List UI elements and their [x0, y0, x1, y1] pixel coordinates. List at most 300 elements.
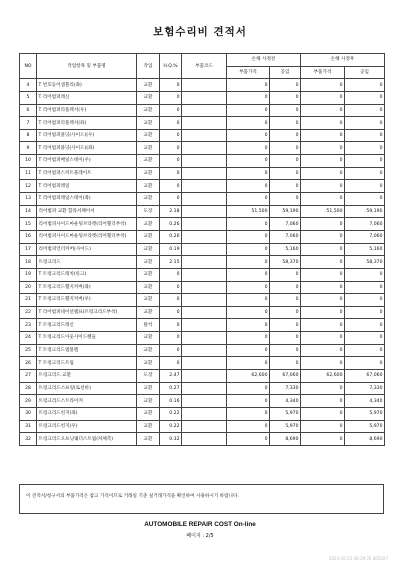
row-hq: 0.26	[160, 230, 182, 243]
table-row	[20, 155, 385, 168]
row-before-labor: 7,060	[270, 218, 301, 231]
row-before-labor: 0	[270, 268, 301, 281]
row-code	[182, 218, 227, 231]
row-after-part: 0	[301, 193, 345, 206]
table-row	[20, 395, 385, 408]
row-after-part: 0	[301, 256, 345, 269]
row-after-labor: 0	[345, 294, 385, 307]
row-before-part: 0	[227, 395, 270, 408]
row-work: 도장	[137, 205, 160, 218]
table-row	[20, 180, 385, 193]
row-work: 교환	[137, 79, 160, 92]
row-before-part: 0	[227, 407, 270, 420]
row-code	[182, 180, 227, 193]
row-before-part: 0	[227, 306, 270, 319]
row-work: 교환	[137, 155, 160, 168]
row-after-part: 0	[301, 344, 345, 357]
row-work: 교환	[137, 332, 160, 345]
row-no: 30	[20, 407, 37, 420]
row-before-labor: 5,160	[270, 243, 301, 256]
row-code	[182, 104, 227, 117]
row-before-part: 0	[227, 79, 270, 92]
row-code	[182, 129, 227, 142]
row-item: 트렁크리드힌지(우)	[37, 420, 137, 433]
table-row	[20, 129, 385, 142]
row-code	[182, 243, 227, 256]
row-code	[182, 91, 227, 104]
table-row	[20, 243, 385, 256]
row-no: 27	[20, 370, 37, 383]
estimate-table	[19, 53, 385, 446]
row-item: T 트렁크리드래치(록크)	[37, 268, 137, 281]
row-after-part: 0	[301, 294, 345, 307]
row-before-labor: 67,060	[270, 370, 301, 383]
row-work: 교환	[137, 281, 160, 294]
row-after-part: 0	[301, 117, 345, 130]
row-hq: 2.47	[160, 370, 182, 383]
row-work: 교환	[137, 230, 160, 243]
row-before-labor: 59,190	[270, 205, 301, 218]
page-indicator: 페이지 : 2/5	[186, 533, 214, 539]
table-row	[20, 382, 385, 395]
row-code	[182, 167, 227, 180]
row-after-part: 0	[301, 433, 345, 446]
table-row	[20, 142, 385, 155]
row-before-labor: 0	[270, 294, 301, 307]
row-item: 리어범퍼언더커버(사이드)	[37, 243, 137, 256]
row-after-labor: 0	[345, 281, 385, 294]
row-work: 교환	[137, 256, 160, 269]
row-no: 31	[20, 420, 37, 433]
row-code	[182, 344, 227, 357]
table-row	[20, 370, 385, 383]
row-before-labor: 58,370	[270, 256, 301, 269]
header-row-1	[20, 54, 385, 67]
row-before-labor: 0	[270, 117, 301, 130]
table-row	[20, 167, 385, 180]
price-notice: 이 견적서/청구서의 부품가격은 참고 가격이므로 거래일 기준 실거래가격을 확인하여 사용하시기 바랍니다.	[19, 484, 384, 514]
row-no: 22	[20, 306, 37, 319]
row-item: T 번호등어셈블리(좌)	[37, 79, 137, 92]
row-work: 교환	[137, 142, 160, 155]
table-row	[20, 230, 385, 243]
row-hq: 0	[160, 117, 182, 130]
row-work: 도장	[137, 370, 160, 383]
col-after-labor: 공임	[345, 66, 385, 79]
row-code	[182, 433, 227, 446]
row-before-labor: 0	[270, 319, 301, 332]
row-before-part: 0	[227, 91, 270, 104]
row-after-labor: 7,060	[345, 218, 385, 231]
table-row	[20, 268, 385, 281]
col-before: 손해 사정전	[227, 54, 301, 67]
row-no: 23	[20, 319, 37, 332]
row-work: 교환	[137, 117, 160, 130]
row-before-part: 62,600	[227, 370, 270, 383]
row-code	[182, 205, 227, 218]
row-item: T 리어범퍼레신	[37, 91, 137, 104]
row-before-labor: 0	[270, 167, 301, 180]
col-after: 손해 사정후	[301, 54, 385, 67]
row-no: 24	[20, 332, 37, 345]
row-hq: 0.22	[160, 407, 182, 420]
row-no: 26	[20, 357, 37, 370]
row-code	[182, 357, 227, 370]
row-item: T 리어범퍼스커트플레이트	[37, 167, 137, 180]
row-no: 17	[20, 243, 37, 256]
row-after-part: 0	[301, 382, 345, 395]
row-no: 4	[20, 79, 37, 92]
row-hq: 0	[160, 344, 182, 357]
table-row	[20, 294, 385, 307]
row-work: 교환	[137, 433, 160, 446]
row-after-labor: 0	[345, 268, 385, 281]
row-after-part: 0	[301, 230, 345, 243]
row-code	[182, 193, 227, 206]
table-row	[20, 281, 385, 294]
row-after-labor: 0	[345, 91, 385, 104]
row-no: 32	[20, 433, 37, 446]
row-before-part: 0	[227, 104, 270, 117]
row-item: T 리어범퍼몰딩(사이드)(우)	[37, 129, 137, 142]
row-before-part: 0	[227, 319, 270, 332]
row-before-part: 0	[227, 243, 270, 256]
row-before-labor: 7,330	[270, 382, 301, 395]
row-after-labor: 0	[345, 155, 385, 168]
row-after-part: 0	[301, 357, 345, 370]
row-after-labor: 58,370	[345, 256, 385, 269]
row-hq: 0	[160, 306, 182, 319]
row-hq: 2.18	[160, 205, 182, 218]
row-after-labor: 7,330	[345, 382, 385, 395]
row-item: T 리어범퍼레일스테이(좌)	[37, 193, 137, 206]
row-after-part: 0	[301, 319, 345, 332]
row-item: T 트렁크리드트림	[37, 357, 137, 370]
row-no: 13	[20, 193, 37, 206]
row-after-labor: 0	[345, 180, 385, 193]
row-no: 10	[20, 155, 37, 168]
table-row	[20, 357, 385, 370]
row-item: 리어범퍼사이드마운팅브라켓(리어휀더부착)	[37, 230, 137, 243]
row-no: 12	[20, 180, 37, 193]
row-after-labor: 0	[345, 104, 385, 117]
row-before-labor: 0	[270, 91, 301, 104]
row-no: 6	[20, 104, 37, 117]
row-hq: 0	[160, 79, 182, 92]
row-before-labor: 4,340	[270, 395, 301, 408]
row-work: 교환	[137, 382, 160, 395]
row-after-part: 0	[301, 167, 345, 180]
row-hq: 0	[160, 91, 182, 104]
row-after-labor: 0	[345, 344, 385, 357]
row-work: 교환	[137, 180, 160, 193]
col-hq: H.Q.%	[160, 54, 182, 79]
row-item: 트렁크리드 교환	[37, 370, 137, 383]
row-item: T 트렁크리드휀지커버(좌)	[37, 281, 137, 294]
row-after-part: 0	[301, 129, 345, 142]
col-item: 작업항목 및 부품명	[37, 54, 137, 79]
row-work: 탈착	[137, 319, 160, 332]
row-no: 21	[20, 294, 37, 307]
row-item: 리어범퍼사이드마운팅브라켓(리어휀더부착)	[37, 218, 137, 231]
row-after-part: 0	[301, 155, 345, 168]
row-work: 교환	[137, 294, 160, 307]
row-hq: 0.27	[160, 382, 182, 395]
row-after-part: 0	[301, 306, 345, 319]
row-after-labor: 0	[345, 142, 385, 155]
row-code	[182, 294, 227, 307]
row-before-part: 0	[227, 344, 270, 357]
row-hq: 2.15	[160, 256, 182, 269]
row-before-labor: 8,690	[270, 433, 301, 446]
table-row	[20, 344, 385, 357]
row-work: 교환	[137, 193, 160, 206]
row-before-part: 0	[227, 180, 270, 193]
row-work: 교환	[137, 218, 160, 231]
row-before-labor: 0	[270, 129, 301, 142]
row-hq: 0.26	[160, 218, 182, 231]
row-no: 9	[20, 142, 37, 155]
row-before-labor: 0	[270, 306, 301, 319]
row-after-labor: 0	[345, 129, 385, 142]
row-item: 트렁크리드	[37, 256, 137, 269]
table-row	[20, 218, 385, 231]
col-work: 작업	[137, 54, 160, 79]
row-hq: 0	[160, 332, 182, 345]
row-before-part: 0	[227, 420, 270, 433]
row-no: 16	[20, 230, 37, 243]
row-work: 교환	[137, 357, 160, 370]
row-hq: 0	[160, 294, 182, 307]
row-after-labor: 5,970	[345, 420, 385, 433]
footer-brand: AUTOMOBILE REPAIR COST On-line	[144, 521, 256, 528]
row-after-part: 0	[301, 142, 345, 155]
table-row	[20, 205, 385, 218]
row-before-labor: 0	[270, 142, 301, 155]
row-before-labor: 7,060	[270, 230, 301, 243]
table-row	[20, 193, 385, 206]
row-hq: 0	[160, 357, 182, 370]
row-before-part: 0	[227, 268, 270, 281]
row-code	[182, 382, 227, 395]
row-after-labor: 4,340	[345, 395, 385, 408]
row-after-labor: 5,160	[345, 243, 385, 256]
row-item: T 리어범퍼리플렉서(좌)	[37, 117, 137, 130]
row-before-labor: 0	[270, 79, 301, 92]
row-before-part: 0	[227, 142, 270, 155]
row-hq: 0	[160, 129, 182, 142]
row-code	[182, 79, 227, 92]
row-item: T 리어범퍼몰딩(사이드)(좌)	[37, 142, 137, 155]
row-hq: 0	[160, 193, 182, 206]
row-hq: 0.16	[160, 395, 182, 408]
table-row	[20, 407, 385, 420]
table-row	[20, 79, 385, 92]
row-after-part: 0	[301, 218, 345, 231]
col-code: 부품코드	[182, 54, 227, 79]
row-after-part: 0	[301, 332, 345, 345]
row-after-labor: 0	[345, 117, 385, 130]
row-after-part: 0	[301, 91, 345, 104]
row-code	[182, 395, 227, 408]
table-row	[20, 306, 385, 319]
row-code	[182, 230, 227, 243]
row-item: 리어범퍼 교환 합라서페이서	[37, 205, 137, 218]
row-hq: 0.32	[160, 433, 182, 446]
row-before-part: 0	[227, 294, 270, 307]
row-before-labor: 0	[270, 344, 301, 357]
row-code	[182, 319, 227, 332]
row-before-part: 0	[227, 433, 270, 446]
row-code	[182, 256, 227, 269]
row-before-labor: 5,970	[270, 420, 301, 433]
row-before-labor: 0	[270, 332, 301, 345]
row-before-part: 0	[227, 167, 270, 180]
row-after-labor: 7,060	[345, 230, 385, 243]
print-timestamp: 2023-10-15 00:19:35 805027	[328, 556, 388, 561]
row-item: 트렁크리드힌지(좌)	[37, 407, 137, 420]
row-before-labor: 0	[270, 155, 301, 168]
row-code	[182, 268, 227, 281]
row-after-labor: 0	[345, 193, 385, 206]
table-row	[20, 91, 385, 104]
row-after-part: 0	[301, 180, 345, 193]
row-after-part: 0	[301, 281, 345, 294]
row-hq: 0	[160, 155, 182, 168]
row-item: T 리어범퍼레일	[37, 180, 137, 193]
row-work: 교환	[137, 306, 160, 319]
row-item: T 리어범퍼베일스테이(우)	[37, 155, 137, 168]
table-row	[20, 319, 385, 332]
row-item: T 트렁크리드엠블렘	[37, 344, 137, 357]
row-work: 교환	[137, 129, 160, 142]
row-no: 8	[20, 129, 37, 142]
row-before-part: 0	[227, 117, 270, 130]
row-after-labor: 0	[345, 79, 385, 92]
row-after-labor: 8,690	[345, 433, 385, 446]
col-after-part: 부품가격	[301, 66, 345, 79]
row-before-labor: 0	[270, 357, 301, 370]
row-code	[182, 306, 227, 319]
row-code	[182, 117, 227, 130]
row-work: 교환	[137, 407, 160, 420]
table-row	[20, 332, 385, 345]
row-after-labor: 59,190	[345, 205, 385, 218]
row-no: 29	[20, 395, 37, 408]
row-no: 7	[20, 117, 37, 130]
row-after-part: 0	[301, 268, 345, 281]
row-no: 20	[20, 281, 37, 294]
row-before-labor: 0	[270, 281, 301, 294]
col-no: NO	[20, 54, 37, 79]
row-item: 트렁크리드스트라이커	[37, 395, 137, 408]
row-before-part: 0	[227, 256, 270, 269]
row-hq: 0	[160, 104, 182, 117]
row-no: 15	[20, 218, 37, 231]
row-code	[182, 155, 227, 168]
row-before-part: 0	[227, 129, 270, 142]
row-hq: 0	[160, 142, 182, 155]
row-after-part: 0	[301, 79, 345, 92]
row-after-labor: 0	[345, 306, 385, 319]
row-after-labor: 0	[345, 319, 385, 332]
row-before-part: 0	[227, 155, 270, 168]
row-before-part: 51,500	[227, 205, 270, 218]
row-after-part: 0	[301, 407, 345, 420]
row-hq: 0	[160, 180, 182, 193]
row-before-part: 0	[227, 193, 270, 206]
table-row	[20, 104, 385, 117]
row-before-part: 0	[227, 281, 270, 294]
row-no: 25	[20, 344, 37, 357]
row-work: 교환	[137, 395, 160, 408]
row-after-part: 0	[301, 420, 345, 433]
row-before-labor: 0	[270, 193, 301, 206]
row-hq: 0	[160, 281, 182, 294]
row-after-part: 0	[301, 395, 345, 408]
row-hq: 0.19	[160, 243, 182, 256]
row-after-labor: 5,970	[345, 407, 385, 420]
row-hq: 0	[160, 268, 182, 281]
row-item: T 리어범퍼리플렉서(우)	[37, 104, 137, 117]
table-row	[20, 420, 385, 433]
row-before-part: 0	[227, 218, 270, 231]
table-row	[20, 117, 385, 130]
row-item: 트렁크리드스프링(토션바)	[37, 382, 137, 395]
row-no: 18	[20, 256, 37, 269]
row-code	[182, 281, 227, 294]
row-item: T 트렁크리드아웃사이드핸들	[37, 332, 137, 345]
row-after-labor: 0	[345, 332, 385, 345]
row-work: 교환	[137, 167, 160, 180]
document-title: 보험수리비 견적서	[153, 26, 247, 38]
row-no: 14	[20, 205, 37, 218]
row-before-labor: 0	[270, 104, 301, 117]
row-before-part: 0	[227, 382, 270, 395]
row-work: 교환	[137, 420, 160, 433]
row-before-labor: 0	[270, 180, 301, 193]
row-item: T 트렁크리드휀지커버(우)	[37, 294, 137, 307]
row-before-labor: 5,970	[270, 407, 301, 420]
row-code	[182, 420, 227, 433]
row-hq: 0	[160, 167, 182, 180]
row-after-part: 62,600	[301, 370, 345, 383]
row-work: 교환	[137, 91, 160, 104]
row-code	[182, 370, 227, 383]
row-item: 트렁크리드오프닝웨더스트립(차체측)	[37, 433, 137, 446]
row-no: 28	[20, 382, 37, 395]
row-code	[182, 142, 227, 155]
table-row	[20, 433, 385, 446]
row-code	[182, 332, 227, 345]
row-no: 11	[20, 167, 37, 180]
row-item: T 리어범퍼네이션램프(트렁크리드부착)	[37, 306, 137, 319]
row-after-part: 51,500	[301, 205, 345, 218]
row-work: 교환	[137, 243, 160, 256]
row-after-labor: 0	[345, 357, 385, 370]
row-after-labor: 67,060	[345, 370, 385, 383]
row-before-part: 0	[227, 230, 270, 243]
row-item: T 트렁크리드레신	[37, 319, 137, 332]
row-no: 5	[20, 91, 37, 104]
row-after-labor: 0	[345, 167, 385, 180]
row-work: 교환	[137, 104, 160, 117]
row-after-part: 0	[301, 104, 345, 117]
table-row	[20, 256, 385, 269]
row-hq: 0.22	[160, 420, 182, 433]
row-code	[182, 407, 227, 420]
row-no: 19	[20, 268, 37, 281]
